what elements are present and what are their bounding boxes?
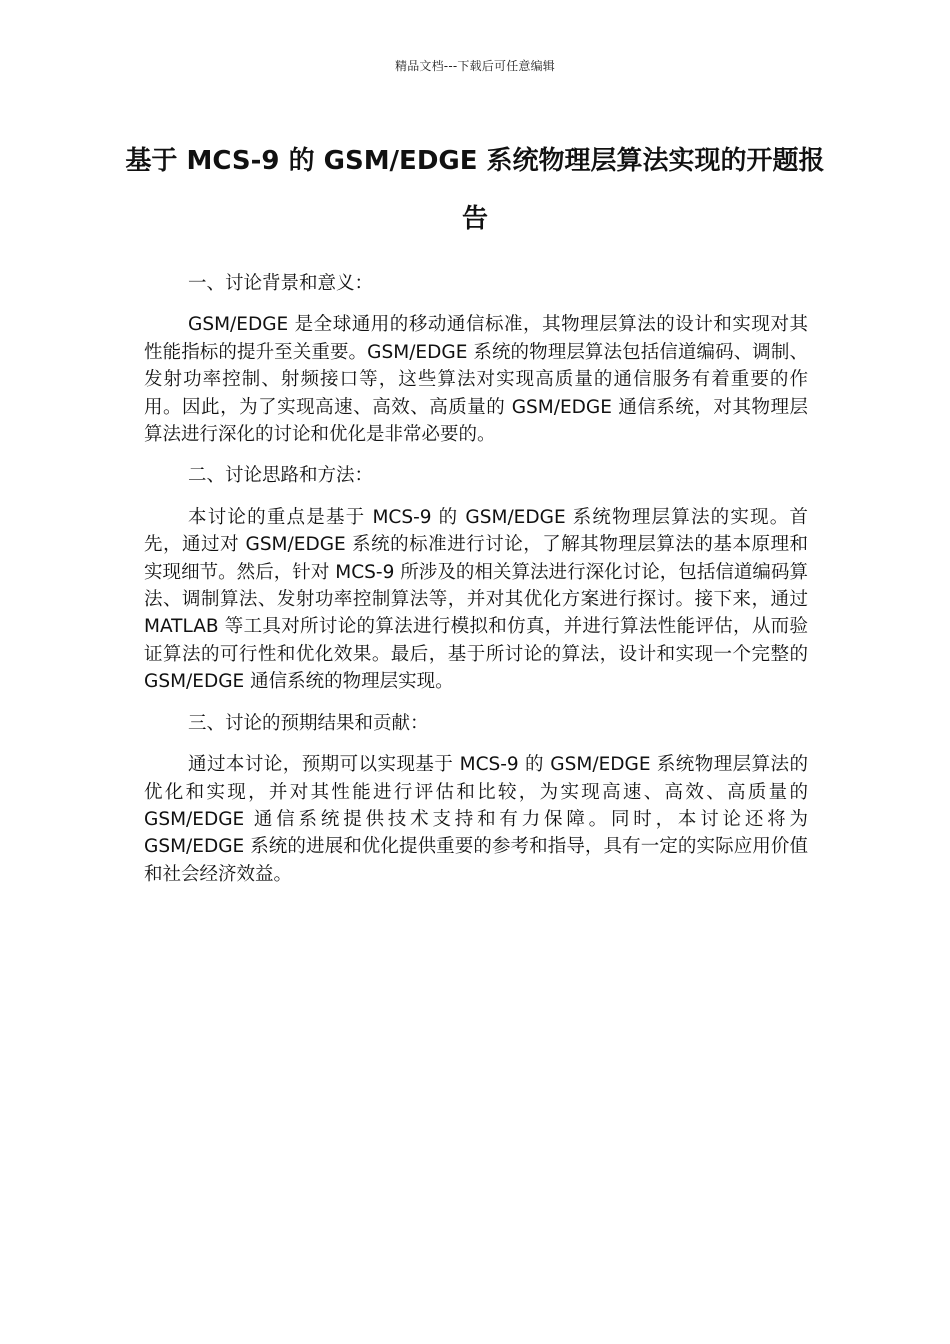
section-heading-approach: 二、讨论思路和方法： [188,465,374,487]
document-body [144,270,808,902]
section-body-background: GSM/EDGE 是全球通用的移动通信标准，其物理层算法的设计和实现对其性能指标的提升至关重要。GSM/EDGE 系统的物理层算法包括信道编码、调制、发射功率控制、射频接口等，这些算法对实现高质量的通信服务有着重要的作用。因此，为了实现高速、高效、高质量的 GSM/EDGE 通信系统，对其物理层算法进行深化的讨论和优化是非常必要的。 [144,314,808,446]
section-body-approach: 本讨论的重点是基于 MCS-9 的 GSM/EDGE 系统物理层算法的实现。首先，通过对 GSM/EDGE 系统的标准进行讨论，了解其物理层算法的基本原理和实现细节。然后，针对 MCS-9 所涉及的相关算法进行深化讨论，包括信道编码算法、调制算法、发射功率控制算法等，并对其优化方案进行探讨。接下来，通过 MATLAB 等工具对所讨论的算法进行模拟和仿真，并进行算法性能评估，从而验证算法的可行性和优化效果。最后，基于所讨论的算法，设计和实现一个完整的 GSM/EDGE 通信系统的物理层实现。 [144,506,808,693]
section-body-results: 通过本讨论，预期可以实现基于 MCS-9 的 GSM/EDGE 系统物理层算法的优化和实现，并对其性能进行评估和比较，为实现高速、高效、高质量的 GSM/EDGE 通信系统提供技术支持和有力保障。同时，本讨论还将为 GSM/EDGE 系统的进展和优化提供重要的参考和指导，具有一定的实际应用价值和社会经济效益。 [144,754,808,885]
header-note: 精品文档---下载后可任意编辑 [395,59,555,73]
section-heading-results: 三、讨论的预期结果和贡献： [188,712,429,734]
document-title: 基于 MCS-9 的 GSM/EDGE 系统物理层算法实现的开题报告 [125,146,825,234]
section-heading-background: 一、讨论背景和意义： [188,273,374,294]
